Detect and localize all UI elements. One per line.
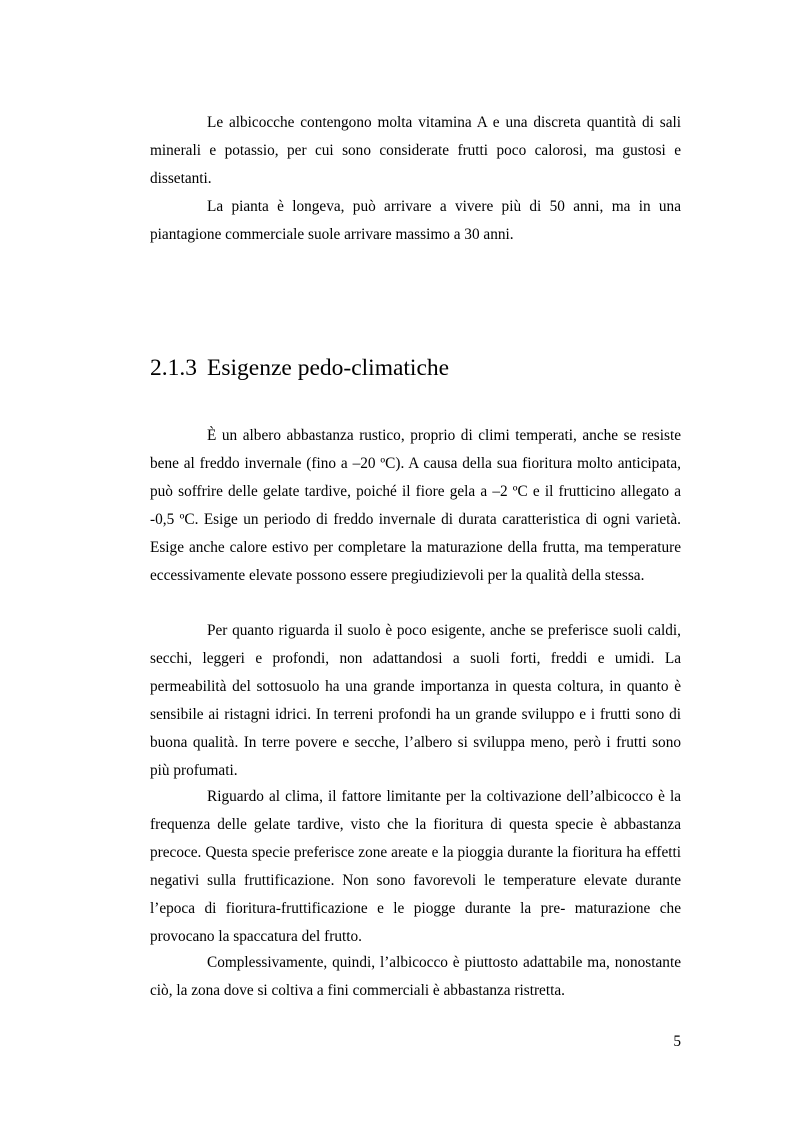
paragraph-climate-requirements: È un albero abbastanza rustico, proprio di climi temperati, anche se resiste bene al freddo invernale (fino a –20 ºC). A causa della sua fioritura molto anticipata, può soffrire delle gelate tardive, poiché il fiore gela a –2 ºC e il frutticino allegato a -0,5 ºC. Esige un periodo di freddo invernale di durata caratteristica di ogni varietà. Esige anche calore estivo per completare la maturazione della frutta, ma temperature eccessivamente elevate possono essere pregiudizievoli per la qualità della stessa. (150, 427, 681, 584)
section-title: Esigenze pedo-climatiche (207, 355, 450, 381)
paragraph-conclusion: Complessivamente, quindi, l’albicocco è piuttosto adattabile ma, nonostante ciò, la zona dove si coltiva a fini commerciali è abbastanza ristretta. (150, 954, 681, 999)
section-heading (150, 352, 449, 384)
paragraph-plant-longevity: La pianta è longeva, può arrivare a vivere più di 50 anni, ma in una piantagione commerciale suole arrivare massimo a 30 anni. (150, 198, 681, 243)
paragraph-soil-requirements: Per quanto riguarda il suolo è poco esigente, anche se preferisce suoli caldi, secchi, leggeri e profondi, non adattandosi a suoli forti, freddi e umidi. La permeabilità del sottosuolo ha una grande importanza in questa coltura, in quanto è sensibile ai ristagni idrici. In terreni profondi ha un grande sviluppo e i frutti sono di buona qualità. In terre povere e secche, l’albero si sviluppa meno, però i frutti sono più profumati. (150, 622, 681, 779)
section-number: 2.1.3 (150, 355, 197, 381)
paragraph-apricot-nutrition: Le albicocche contengono molta vitamina A e una discreta quantità di sali minerali e potassio, per cui sono considerate frutti poco calorosi, ma gustosi e dissetanti. (150, 114, 681, 187)
page-number: 5 (673, 1033, 681, 1050)
paragraph-late-frosts: Riguardo al clima, il fattore limitante per la coltivazione dell’albicocco è la frequenza delle gelate tardive, visto che la fioritura di questa specie è abbastanza precoce. Questa specie preferisce zone areate e la pioggia durante la fioritura ha effetti negativi sulla fruttificazione. Non sono favorevoli le temperature elevate durante l’epoca di fioritura-fruttificazione e le piogge durante la pre- maturazione che provocano la spaccatura del frutto. (150, 788, 681, 945)
